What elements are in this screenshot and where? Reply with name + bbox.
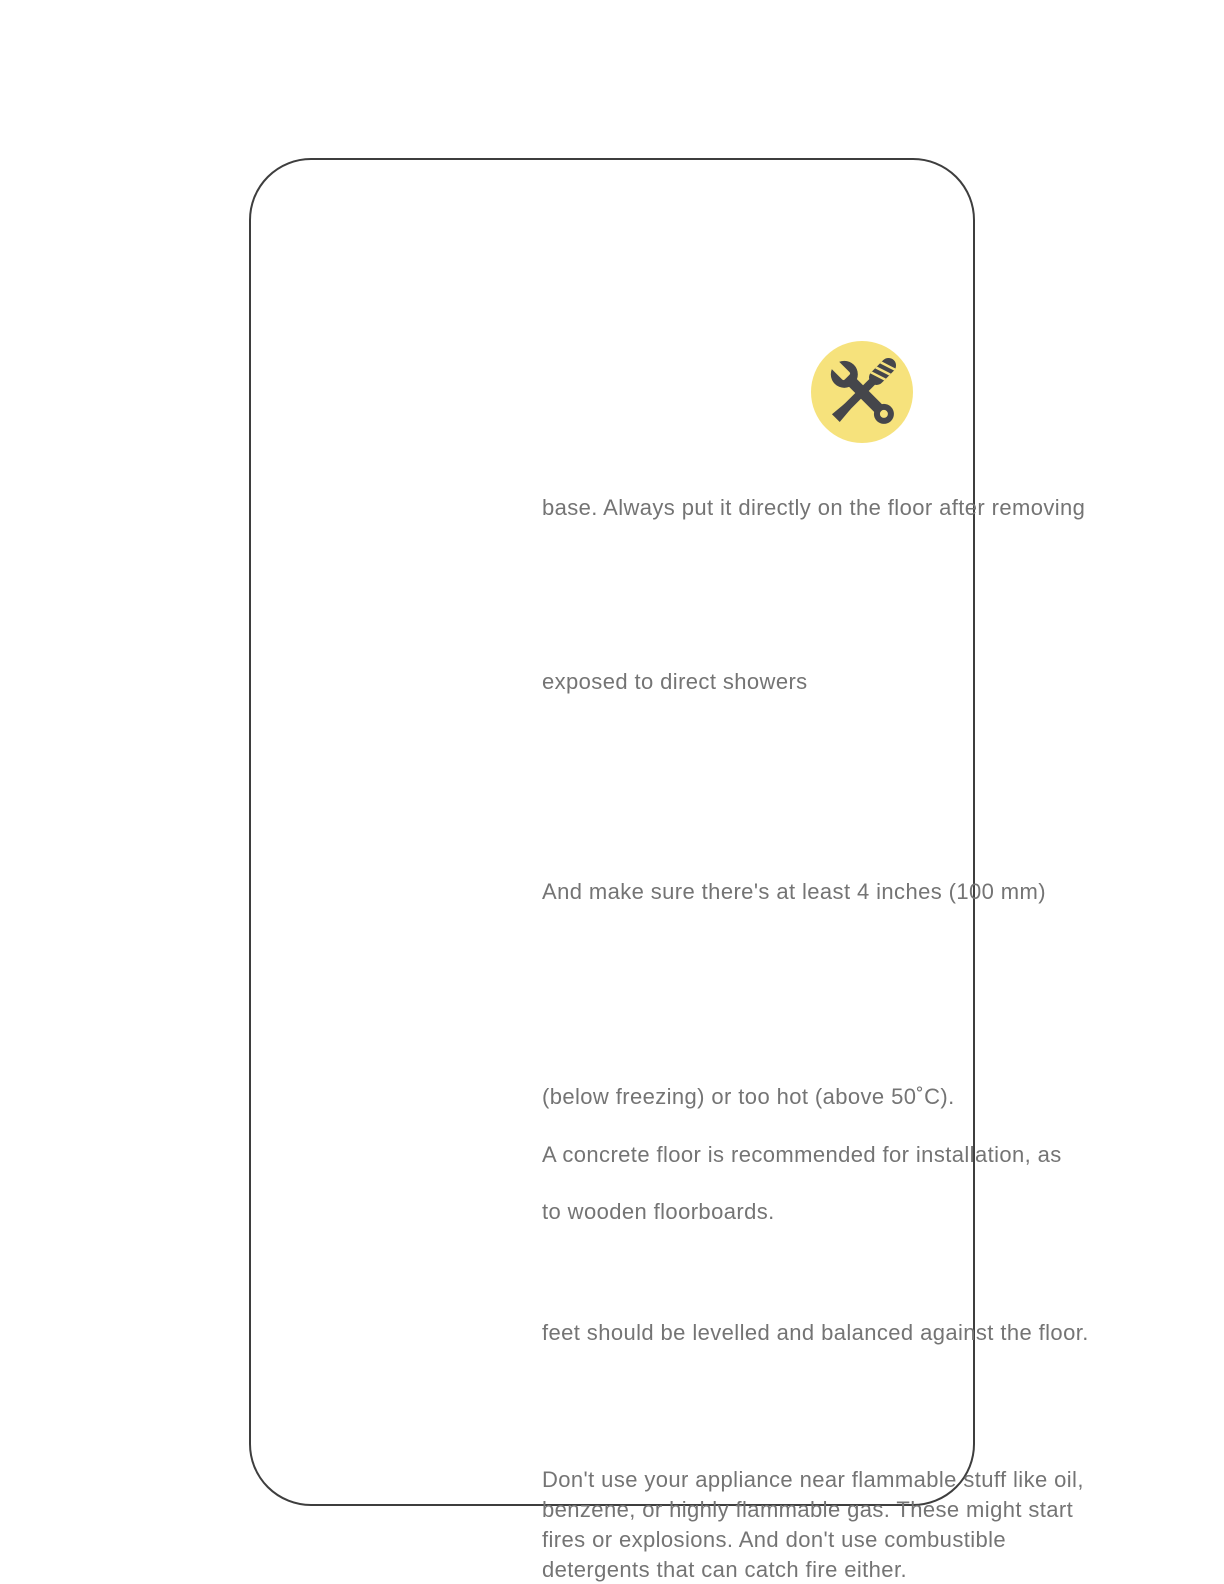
text-line-base-floor: base. Always put it directly on the floor after removing (542, 495, 1086, 520)
text-line-temperature: (below freezing) or too hot (above 50˚C). (542, 1084, 955, 1109)
text-line-direct-showers: exposed to direct showers (542, 669, 808, 694)
content-card (249, 158, 1089, 1582)
paragraph-line: fires or explosions. And don't use combustible (542, 1527, 1007, 1552)
text-line-levelled-feet: feet should be levelled and balanced against the floor. (542, 1320, 1089, 1345)
text-line-wooden-floorboards: to wooden floorboards. (542, 1199, 775, 1224)
paragraph-line: Don't use your appliance near flammable stuff like oil, (542, 1467, 1084, 1492)
paragraph-line: benzene, or highly flammable gas. These might start (542, 1497, 1074, 1522)
paragraph-line: detergents that can catch fire either. (542, 1557, 907, 1582)
text-line-concrete-floor: A concrete floor is recommended for installation, as (542, 1142, 1062, 1167)
text-line-clearance: And make sure there's at least 4 inches (100 mm) (542, 879, 1046, 904)
tools-icon (810, 340, 914, 444)
flammable-warning-paragraph (542, 1465, 1084, 1584)
